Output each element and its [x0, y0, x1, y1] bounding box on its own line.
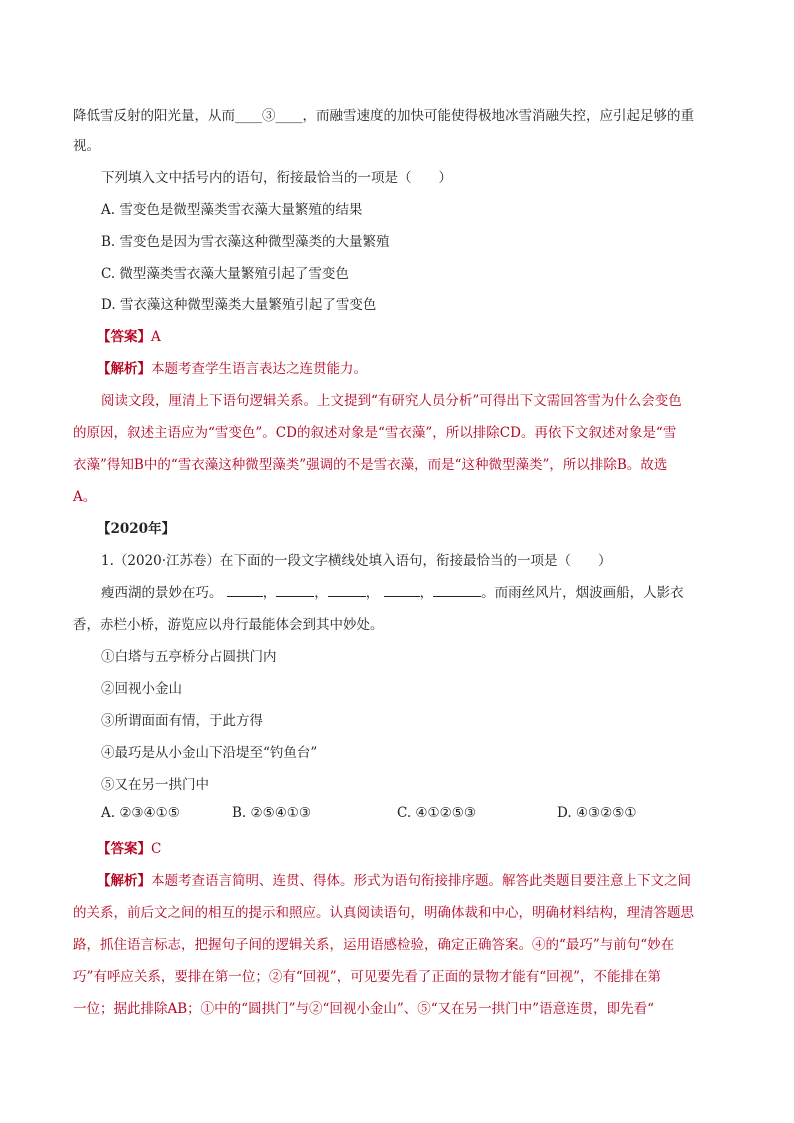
comma-2: ，	[314, 585, 328, 601]
question-1-answer-line	[97, 837, 161, 857]
passage-tail-line-1: 降低雪反射的阳光量，从而____③____，而融雪速度的加快可能使得极地冰雪消融失控，应引起足够的重	[73, 108, 694, 124]
analysis-label: 【解析】	[97, 361, 151, 377]
blank-4	[384, 584, 420, 597]
question-1-analysis-line-1	[97, 869, 691, 889]
question-1-passage-line-1	[101, 581, 684, 601]
question-1-stem: 1.（2020·江苏卷）在下面的一段文字横线处填入语句，衔接最恰当的一项是（ ）	[101, 553, 612, 569]
question-1-analysis-text: 本题考查语言简明、连贯、得体。形式为语句衔接排序题。解答此类题目要注意上下文之间	[151, 873, 691, 889]
blank-3	[328, 584, 366, 597]
question-1-answer-label: 【答案】	[97, 841, 151, 857]
analysis-line-5: A。	[73, 489, 97, 505]
passage-start: 瘦西湖的景妙在巧。	[101, 585, 223, 601]
blank-1	[227, 584, 263, 597]
analysis-text: 本题考查学生语言表达之连贯能力。	[151, 361, 367, 377]
question-1-analysis-line-5: 一位；据此排除AB；①中的“圆拱门”与②“回视小金山”、⑤“又在另一拱门中”语意连贯，即先看“	[73, 1001, 654, 1017]
question-1-analysis-label: 【解析】	[97, 873, 151, 889]
item-5: ⑤又在另一拱门中	[101, 777, 209, 793]
item-2: ②回视小金山	[101, 681, 182, 697]
analysis-line-2: 阅读文段，厘清上下语句逻辑关系。上文提到“有研究人员分析”可得出下文需回答雪为什么会变色	[101, 393, 682, 409]
passage-end: 。而雨丝风片，烟波画船，人影衣	[481, 585, 684, 601]
answer-line	[97, 325, 161, 345]
question-1-analysis-line-2: 的关系，前后文之间的相互的提示和照应。认真阅读语句，明确体裁和中心，明确材料结构，理清答题思	[73, 905, 694, 921]
option-a: A. 雪变色是微型藻类雪衣藻大量繁殖的结果	[101, 202, 363, 218]
answer-value: A	[151, 329, 161, 345]
blank-2	[276, 584, 314, 597]
passage-tail-line-2: 视。	[73, 138, 100, 154]
comma-4: ，	[419, 585, 434, 601]
choice-b: B. ②⑤④①③	[232, 805, 312, 821]
option-c: C. 微型藻类雪衣藻大量繁殖引起了雪变色	[101, 266, 349, 282]
item-3: ③所谓面面有情，于此方得	[101, 713, 263, 729]
year-heading: 【2020年】	[97, 521, 176, 537]
question-1-answer-value: C	[151, 841, 162, 857]
analysis-line-3: 的原因，叙述主语应为“雪变色”。CD的叙述对象是“雪衣藻”，所以排除CD。再依下文叙述对象是“雪	[73, 425, 677, 441]
option-d: D. 雪衣藻这种微型藻类大量繁殖引起了雪变色	[101, 297, 377, 313]
comma-3: ，	[365, 585, 380, 601]
comma-1: ，	[262, 585, 277, 601]
question-1-analysis-line-3: 路，抓住语言标志，把握句子间的逻辑关系，运用语感检验，确定正确答案。④的“最巧”与前句“妙在	[73, 937, 675, 953]
answer-label: 【答案】	[97, 329, 151, 345]
question-1-analysis-line-4: 巧”有呼应关系，要排在第一位；②有“回视”，可见要先看了正面的景物才能有“回视”，不能排在第	[73, 969, 662, 985]
question-1-passage-line-2: 香，赤栏小桥，游览应以舟行最能体会到其中妙处。	[73, 617, 384, 633]
choice-c: C. ④①②⑤③	[397, 805, 476, 821]
option-b: B. 雪变色是因为雪衣藻这种微型藻类的大量繁殖	[101, 234, 390, 250]
item-4: ④最巧是从小金山下沿堤至“钓鱼台”	[101, 745, 318, 761]
choice-d: D. ④③②⑤①	[557, 805, 637, 821]
analysis-line-4: 衣藻”得知B中的“雪衣藻这种微型藻类”强调的不是雪衣藻，而是“这种微型藻类”，所以排除B。故选	[73, 457, 668, 473]
question-stem: 下列填入文中括号内的语句，衔接最恰当的一项是（ ）	[101, 170, 452, 186]
analysis-line-1	[97, 357, 367, 377]
choice-a: A. ②③④①⑤	[101, 805, 180, 821]
item-1: ①白塔与五亭桥分占圆拱门内	[101, 649, 277, 665]
blank-5	[433, 584, 481, 597]
